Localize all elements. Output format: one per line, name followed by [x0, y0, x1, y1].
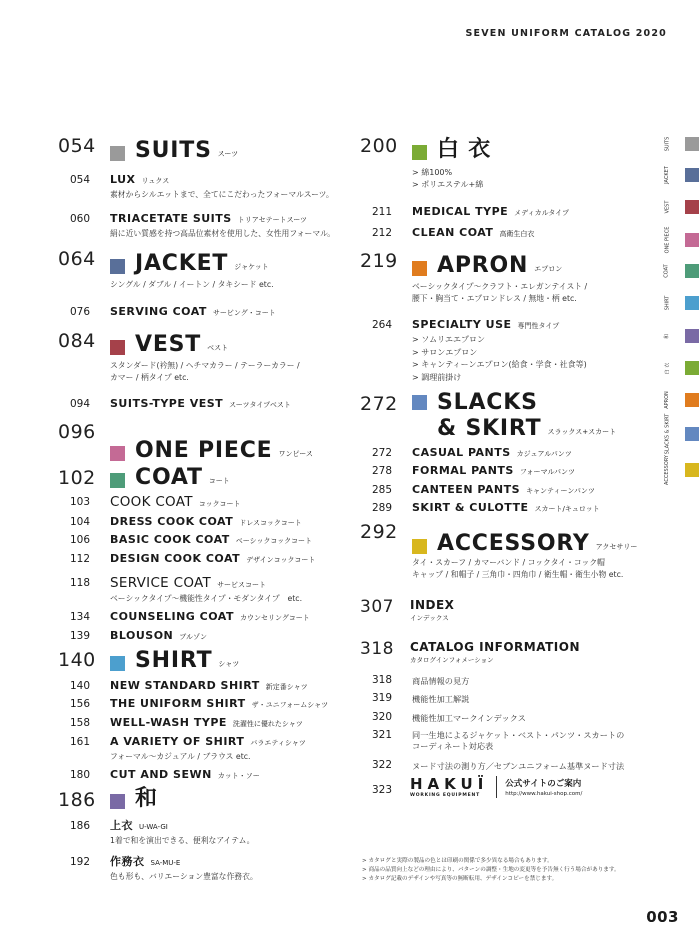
sidebar-label: JACKET — [664, 166, 671, 184]
entry-page-number: 285 — [371, 483, 392, 496]
left-column — [58, 132, 350, 882]
info-entry[interactable]: 機能性加工マークインデックス — [412, 712, 526, 723]
section-kana: ジャケット — [234, 263, 269, 272]
official-site-url[interactable]: http://www.hakui-shop.com/ — [505, 791, 583, 797]
onepiece-swatch-icon — [685, 233, 699, 247]
entry-page-number: 192 — [69, 856, 90, 868]
section-note: シングル / ダブル / イートン / タキシード etc. — [110, 280, 274, 290]
entry-page-number: 161 — [69, 735, 90, 748]
entry-page-number: 139 — [69, 629, 90, 642]
section-title: SLACKS — [437, 390, 538, 415]
apron-color-square — [412, 261, 427, 276]
bullet-list — [412, 334, 650, 384]
entry-canteen-pants[interactable] — [410, 482, 650, 500]
entry-kana: コックコート — [198, 500, 241, 509]
bullet-item: > ソムリエエプロン — [412, 335, 486, 344]
entry-page-number: 076 — [69, 305, 90, 318]
entry-basic-cook-coat[interactable] — [108, 532, 350, 550]
info-entry[interactable]: 機能性加工解説 — [412, 694, 470, 704]
entry-serving-coat[interactable] — [108, 304, 350, 327]
sidebar-item-vest[interactable] — [660, 195, 699, 219]
section-title: ACCESSORY — [437, 531, 590, 556]
entry-description: ベーシックタイプ～機能性タイプ・モダンタイプ etc. — [110, 593, 303, 603]
section-page-number: 186 — [58, 789, 96, 811]
sidebar-label: SUITS — [664, 136, 671, 152]
section-page-number: 292 — [360, 521, 398, 543]
section-title: COAT — [135, 465, 203, 491]
entry-title: BASIC COOK COAT — [110, 533, 230, 547]
sidebar-label: COAT — [664, 264, 670, 278]
entry-page-number: 112 — [69, 552, 90, 565]
wa-color-square — [110, 794, 125, 809]
section-page-number: 064 — [58, 248, 96, 270]
entry-new-standard-shirt[interactable] — [108, 678, 350, 697]
entry-page-number: 103 — [69, 496, 90, 509]
entry-kana: サービング・コート — [212, 308, 276, 317]
catalog-header: SEVEN UNIFORM CATALOG 2020 — [465, 28, 667, 39]
entry-page-number: 211 — [371, 205, 392, 218]
entry-title: 作務衣 — [110, 855, 145, 868]
section-kana: シャツ — [218, 659, 240, 668]
sidebar-item-apron[interactable] — [660, 388, 699, 412]
entry-kana: 新定番シャツ — [265, 682, 308, 691]
entry-page-number: 289 — [371, 501, 392, 514]
wa-swatch-icon — [685, 329, 699, 343]
sidebar-item-hakui[interactable] — [660, 356, 699, 380]
accessory-color-square — [412, 539, 427, 554]
entry-triacetate-suits[interactable] — [108, 211, 350, 245]
entry-kana: スカート/キュロット — [534, 504, 600, 513]
section-page-number: 140 — [58, 649, 96, 671]
entry-the-uniform-shirt[interactable] — [108, 696, 350, 715]
section-apron[interactable] — [360, 247, 650, 390]
sidebar-label: VEST — [664, 200, 670, 214]
sidebar-label: APRON — [664, 391, 670, 409]
entry-title: CANTEEN PANTS — [412, 482, 521, 496]
entry-dress-cook-coat[interactable] — [108, 514, 350, 532]
entry-samue[interactable] — [108, 854, 350, 882]
sidebar-item-jacket[interactable] — [660, 163, 699, 187]
entry-service-coat[interactable] — [108, 575, 350, 605]
entry-title: COUNSELING COAT — [110, 610, 234, 624]
entry-page-number: 272 — [371, 447, 392, 460]
info-entry[interactable]: ヌード寸法の測り方／セブンユニフォーム基準ヌード寸法 — [412, 760, 625, 771]
section-page-number: 084 — [58, 330, 96, 352]
sidebar-item-slacks[interactable] — [660, 413, 699, 455]
hakui-logo-word: HAKUÏ — [410, 774, 489, 793]
entry-kana: フォーマルパンツ — [519, 468, 576, 477]
bullet-item: > 調理前掛け — [412, 372, 462, 382]
divider — [496, 776, 497, 798]
entry-page-number: 318 — [371, 673, 392, 686]
section-title: ONE PIECE — [135, 438, 273, 463]
section-title: CATALOG INFORMATION — [410, 640, 580, 654]
section-slacks-skirt[interactable] — [360, 390, 650, 518]
entry-page-number: 140 — [69, 679, 90, 692]
entry-title: SKIRT & CULOTTE — [412, 500, 529, 514]
entry-title: WELL-WASH TYPE — [110, 715, 227, 729]
entry-page-number: 060 — [69, 213, 90, 226]
bullet-item: > ポリエステル+綿 — [412, 179, 484, 189]
section-kana: ベスト — [207, 344, 229, 353]
entry-kana: カジュアルパンツ — [516, 450, 572, 459]
entry-title: CASUAL PANTS — [412, 446, 511, 460]
entry-a-variety-of-shirt[interactable] — [108, 734, 350, 764]
section-shirt[interactable] — [58, 646, 350, 786]
section-suits[interactable] — [58, 132, 350, 245]
bullet-item: > キャンティーンエプロン(給食・学食・社食等) — [412, 360, 587, 369]
entry-kana: カウンセリングコート — [239, 614, 310, 623]
section-wa[interactable] — [58, 786, 350, 882]
section-kana: インデックス — [410, 614, 449, 622]
footnote: > 商品の品質向上などの理由により、パターンの調整・生地の変更等を予告無く行う場合があります。 — [362, 867, 620, 873]
entry-kana: スーツタイプベスト — [229, 400, 291, 409]
shirt-swatch-icon — [685, 296, 699, 310]
entry-title: COOK COAT — [110, 494, 193, 511]
entry-casual-pants[interactable] — [410, 445, 650, 463]
entry-kana: SA-MU-E — [150, 859, 181, 867]
section-note-line: カマー / 柄タイプ etc. — [110, 373, 189, 383]
coat-swatch-icon — [685, 264, 699, 278]
jacket-color-square — [110, 259, 125, 274]
entry-page-number: 104 — [69, 515, 90, 528]
entry-page-number: 212 — [371, 227, 392, 240]
sidebar-item-shirt[interactable] — [660, 291, 699, 315]
section-kana: スラックス+スカート — [547, 428, 617, 436]
entry-title: SPECIALTY USE — [412, 318, 512, 331]
sidebar-label: SLACKS & SKIRT — [664, 413, 670, 455]
entry-kana: 洗濯性に優れたシャツ — [232, 719, 303, 728]
section-title: 和 — [135, 786, 158, 811]
section-page-number: 219 — [360, 250, 398, 272]
entry-title: A VARIETY OF SHIRT — [110, 734, 245, 748]
entry-clean-coat[interactable] — [410, 225, 650, 247]
section-kana: アクセサリー — [595, 543, 638, 551]
entry-skirt-culotte[interactable] — [410, 500, 650, 518]
entry-blouson[interactable] — [108, 628, 350, 646]
bullet-item: > 綿100% — [412, 167, 453, 177]
section-hakui[interactable] — [360, 132, 650, 247]
section-page-number: 318 — [360, 639, 394, 659]
sidebar-item-accessory[interactable] — [660, 454, 699, 486]
section-vest[interactable] — [58, 327, 350, 418]
section-title: SHIRT — [135, 647, 213, 673]
entry-page-number: 158 — [69, 716, 90, 729]
entry-kana: メディカルタイプ — [514, 208, 569, 217]
entry-title: SERVING COAT — [110, 304, 207, 318]
entry-title: THE UNIFORM SHIRT — [110, 697, 246, 711]
hakui-logo — [410, 774, 489, 798]
entry-title: CUT AND SEWN — [110, 768, 212, 782]
entry-title: SERVICE COAT — [110, 574, 212, 591]
entry-kana: カット・ソー — [217, 772, 260, 781]
entry-page-number: 186 — [69, 820, 90, 832]
entry-page-number: 264 — [371, 319, 392, 331]
entry-title: BLOUSON — [110, 628, 174, 642]
onepiece-color-square — [110, 446, 125, 461]
entry-title: FORMAL PANTS — [412, 464, 514, 478]
vest-swatch-icon — [685, 200, 699, 214]
section-catalog-info[interactable] — [360, 636, 650, 776]
entry-title: LUX — [110, 172, 136, 186]
footnote: > カタログ記載のデザインや写真等の無断転用、デザインコピーを禁じます。 — [362, 876, 558, 882]
entry-specialty-use[interactable] — [410, 317, 650, 390]
section-title: SUITS — [135, 137, 212, 163]
sidebar-label: 白 衣 — [664, 362, 671, 374]
section-note — [108, 360, 350, 389]
sidebar-item-coat[interactable] — [660, 259, 699, 283]
entry-well-wash-type[interactable] — [108, 715, 350, 734]
hakui-logo-sub: WORKING EQUIPMENT — [410, 792, 480, 798]
entry-page-number: 323 — [371, 784, 392, 796]
right-column — [360, 132, 650, 798]
entry-page-number: 322 — [371, 758, 392, 771]
entry-kana: トリアセテートスーツ — [237, 216, 307, 225]
section-page-number: 102 — [58, 467, 96, 489]
section-title: APRON — [437, 253, 529, 278]
entry-page-number: 321 — [371, 729, 392, 741]
entry-suits-type-vest[interactable] — [108, 396, 350, 418]
entry-description: 色も形も、バリエーション豊富な作務衣。 — [110, 872, 258, 881]
entry-title: TRIACETATE SUITS — [110, 212, 232, 226]
section-coat[interactable] — [58, 464, 350, 646]
entry-page-number: 180 — [69, 769, 90, 782]
entry-title: CLEAN COAT — [412, 226, 494, 240]
section-note-line: タイ・スカーフ / カマーバンド / コックタイ・コック帽 — [412, 558, 605, 567]
section-hakui-brand[interactable] — [360, 776, 650, 798]
jacket-swatch-icon — [685, 168, 699, 182]
section-title: INDEX — [410, 598, 455, 612]
section-page-number: 200 — [360, 135, 398, 157]
sidebar-label: SHIRT — [664, 295, 671, 311]
sidebar-item-wa[interactable] — [660, 324, 699, 348]
section-note-line: スタンダード(衿無) / ヘチマカラー / テーラーカラー / — [110, 361, 300, 371]
section-note-line: キャップ / 和帽子 / 三角巾・四角巾 / 衛生帽・衛生小物 etc. — [412, 570, 624, 579]
suits-color-square — [110, 146, 125, 161]
entry-kana: リュクス — [141, 176, 170, 185]
section-kana: コート — [208, 477, 230, 486]
entry-kana: 専門性タイプ — [517, 322, 560, 330]
entry-description: フォーマル～カジュアル / ブラウス etc. — [110, 751, 251, 761]
section-one-piece[interactable] — [58, 418, 350, 464]
section-title: JACKET — [135, 251, 229, 277]
hakui-site-link[interactable] — [410, 776, 650, 798]
entry-kana: ベーシックコックコート — [235, 537, 313, 546]
accessory-swatch-icon — [685, 463, 699, 477]
sidebar-label: ONE PIECE — [664, 226, 671, 254]
entry-page-number: 118 — [69, 576, 90, 589]
entry-title: DRESS COOK COAT — [110, 514, 234, 528]
entry-kana: ブルゾン — [179, 632, 207, 641]
bullet-item: > サロンエプロン — [412, 347, 478, 357]
section-kana: スーツ — [217, 149, 239, 158]
section-page-number: 307 — [360, 597, 394, 617]
entry-medical-type[interactable] — [410, 204, 650, 226]
section-page-number: 054 — [58, 135, 96, 157]
footnotes — [362, 857, 620, 884]
section-kana: エプロン — [534, 265, 563, 273]
section-kana: ワンピース — [278, 450, 313, 458]
section-page-number: 096 — [58, 421, 96, 443]
section-title: 白 衣 — [437, 136, 492, 162]
entry-title: SUITS-TYPE VEST — [110, 396, 224, 410]
section-page-number: 272 — [360, 393, 398, 415]
entry-description: 絹に近い質感を持つ高品位素材を使用した、女性用フォーマル。 — [110, 229, 336, 239]
entry-kana: キャンティーンパンツ — [526, 486, 595, 495]
entry-kana: サービスコート — [217, 580, 267, 589]
entry-counseling-coat[interactable] — [108, 609, 350, 627]
section-kana: カタログインフォメーション — [410, 656, 494, 664]
hakui-color-square — [412, 145, 427, 160]
entry-page-number: 278 — [371, 465, 392, 478]
official-site-label: 公式サイトのご案内 — [505, 779, 582, 789]
footnote: > カタログと実際の製品の色とは印刷の関係で多少異なる場合もあります。 — [362, 858, 553, 864]
entry-uwagi[interactable] — [108, 818, 350, 846]
entry-page-number: 106 — [69, 534, 90, 547]
section-title: VEST — [135, 332, 202, 358]
entry-description: 素材からシルエットまで、全てにこだわったフォーマルスーツ。 — [110, 189, 334, 199]
entry-page-number: 134 — [69, 611, 90, 624]
entry-page-number: 094 — [69, 397, 90, 410]
sidebar-label: 和 — [664, 333, 671, 339]
info-entry-line: 同一生地によるジャケット・ベスト・パンツ・スカートの — [412, 730, 625, 740]
entry-title: NEW STANDARD SHIRT — [110, 678, 260, 692]
entry-page-number: 156 — [69, 698, 90, 711]
section-note — [410, 557, 650, 594]
sidebar-item-onepiece[interactable] — [660, 226, 699, 254]
entry-kana: ザ・ユニフォームシャツ — [251, 701, 329, 710]
entry-kana: バラエティシャツ — [250, 738, 306, 747]
entry-title: MEDICAL TYPE — [412, 204, 509, 218]
entry-cut-and-sewn[interactable] — [108, 767, 350, 786]
bullet-list — [410, 167, 650, 196]
sidebar-label: ACCESSORY — [664, 455, 670, 485]
entry-kana: 高衛生白衣 — [499, 230, 535, 239]
coat-color-square — [110, 473, 125, 488]
section-note — [410, 281, 650, 311]
entry-lux[interactable] — [108, 172, 350, 206]
section-index[interactable] — [360, 594, 650, 636]
suits-swatch-icon — [685, 137, 699, 151]
shirt-color-square — [110, 656, 125, 671]
entry-title: 上衣 — [110, 819, 133, 832]
section-jacket[interactable] — [58, 245, 350, 327]
entry-title: DESIGN COOK COAT — [110, 551, 241, 565]
entry-page-number: 054 — [69, 173, 90, 186]
section-note-line: 腰下・胸当て・エプロンドレス / 無地・柄 etc. — [412, 294, 577, 303]
apron-swatch-icon — [685, 393, 699, 407]
entry-description: 1着で和を演出できる、便利なアイテム。 — [110, 836, 255, 845]
page-number: 003 — [646, 908, 679, 926]
slacks-color-square — [412, 395, 427, 410]
vest-color-square — [110, 340, 125, 355]
sidebar-item-suits[interactable] — [660, 132, 699, 156]
info-entry-line: コーディネート対応表 — [412, 741, 494, 751]
entry-page-number: 319 — [371, 692, 392, 704]
slacks-swatch-icon — [685, 427, 699, 441]
info-entry[interactable] — [410, 728, 650, 758]
hakui-swatch-icon — [685, 361, 699, 375]
entry-kana: ドレスコックコート — [239, 518, 302, 527]
entry-kana: U-WA-GI — [139, 823, 168, 831]
entry-kana: デザインコックコート — [246, 555, 316, 564]
entry-formal-pants[interactable] — [410, 463, 650, 481]
info-entry[interactable]: 商品情報の見方 — [412, 675, 470, 686]
section-note-line: ベーシックタイプ～クラフト・エレガンテイスト / — [412, 282, 588, 291]
entry-cook-coat[interactable] — [108, 494, 350, 513]
section-title-line2: & SKIRT — [437, 416, 542, 441]
entry-page-number: 320 — [371, 710, 392, 723]
section-accessory[interactable] — [360, 518, 650, 594]
entry-design-cook-coat[interactable] — [108, 551, 350, 569]
